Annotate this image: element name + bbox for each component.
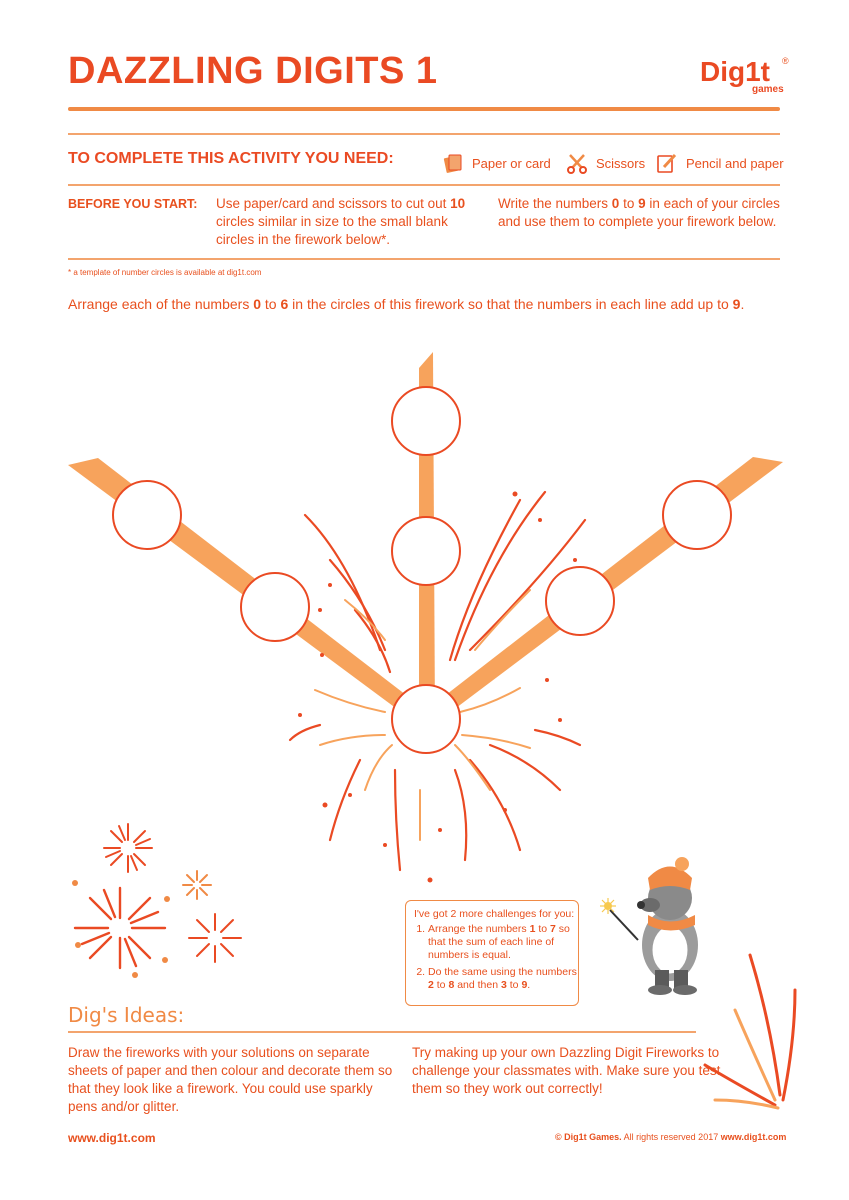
highlight-number: 6: [280, 296, 289, 312]
text-fragment: Do the same using the numbers: [428, 966, 577, 978]
text-fragment: .: [527, 979, 531, 991]
highlight-number: 2: [428, 979, 434, 991]
requirements-heading: TO COMPLETE THIS ACTIVITY YOU NEED:: [68, 150, 394, 167]
before-you-start-label: BEFORE YOU START:: [68, 197, 198, 211]
number-circle-right-inner[interactable]: [546, 567, 614, 635]
text-fragment: in the circles of this firework so that the numbers in each line add up to: [288, 296, 733, 312]
logo-registered: ®: [782, 56, 789, 66]
highlight-number: 9: [638, 196, 646, 211]
highlight-number: 3: [501, 979, 507, 991]
small-firework-4: [189, 914, 241, 962]
number-circle-left-inner[interactable]: [241, 573, 309, 641]
small-firework-1: [104, 824, 152, 872]
idea-left-text: Draw the fireworks with your solutions on separate sheets of paper and then colour and decorate them so that they look like a firework. You could use sparkly pens and/or glitter.: [68, 1045, 393, 1114]
copyright-holder: © Dig1t Games.: [555, 1132, 622, 1142]
small-firework-2: [75, 888, 165, 968]
challenge-item: [428, 966, 578, 992]
highlight-number: 8: [448, 979, 455, 991]
requirement-label: Pencil and paper: [686, 155, 784, 171]
footnote: * a template of number circles is available at dig1t.com: [68, 268, 262, 277]
logo-text: Dig1t: [700, 56, 770, 87]
text-fragment: to: [261, 296, 281, 312]
ideas-divider: [68, 1031, 696, 1033]
number-circle-top[interactable]: [392, 387, 460, 455]
logo-subtext: games: [752, 84, 784, 95]
highlight-number: 7: [550, 923, 556, 935]
speech-title: I've got 2 more challenges for you:: [414, 908, 575, 920]
highlight-number: 0: [253, 296, 262, 312]
number-circle-bottom[interactable]: [392, 685, 460, 753]
text-fragment: circles similar in size to the small blank circles in the firework below*.: [216, 214, 448, 247]
text-fragment: Use paper/card and scissors to cut out: [216, 196, 451, 211]
footer-copyright: [555, 1132, 786, 1142]
text-fragment: to: [619, 196, 639, 211]
text-fragment: Arrange each of the numbers: [68, 296, 254, 312]
ideas-heading: Dig's Ideas:: [68, 1003, 185, 1027]
number-circle-left-outer[interactable]: [113, 481, 181, 549]
copyright-rights: All rights reserved 2017: [621, 1132, 721, 1142]
text-fragment: .: [740, 296, 745, 312]
text-fragment: to: [506, 979, 522, 991]
highlight-number: 1: [529, 923, 536, 935]
text-fragment: to: [535, 923, 550, 935]
page-title: DAZZLING DIGITS 1: [68, 50, 438, 92]
text-fragment: and then: [454, 979, 501, 991]
speech-bubble: [405, 900, 579, 1006]
highlight-number: 10: [450, 196, 466, 211]
requirement-label: Paper or card: [472, 155, 551, 171]
footer-url-link[interactable]: www.dig1t.com: [720, 1132, 787, 1142]
small-firework-3: [183, 871, 211, 899]
number-circle-center-upper[interactable]: [392, 517, 460, 585]
text-fragment: Arrange the numbers: [428, 923, 530, 935]
dig-mole-mascot: [600, 857, 698, 995]
challenge-list: [412, 923, 578, 996]
text-fragment: to: [433, 979, 449, 991]
footer-website-link[interactable]: www.dig1t.com: [68, 1131, 156, 1145]
highlight-number: 9: [732, 296, 741, 312]
text-fragment: in each of your circles and use them to complete your firework below.: [498, 196, 780, 229]
challenge-item: [428, 923, 578, 962]
number-circle-right-outer[interactable]: [663, 481, 731, 549]
idea-right-text: Try making up your own Dazzling Digit Fireworks to challenge your classmates with. Make sure you test them so they work out correctly!: [412, 1045, 721, 1096]
text-fragment: Write the numbers: [498, 196, 612, 211]
requirement-label: Scissors: [596, 155, 646, 171]
highlight-number: 0: [611, 196, 620, 211]
highlight-number: 9: [521, 979, 528, 991]
text-fragment: so that the sum of each line of numbers is equal.: [428, 923, 570, 961]
